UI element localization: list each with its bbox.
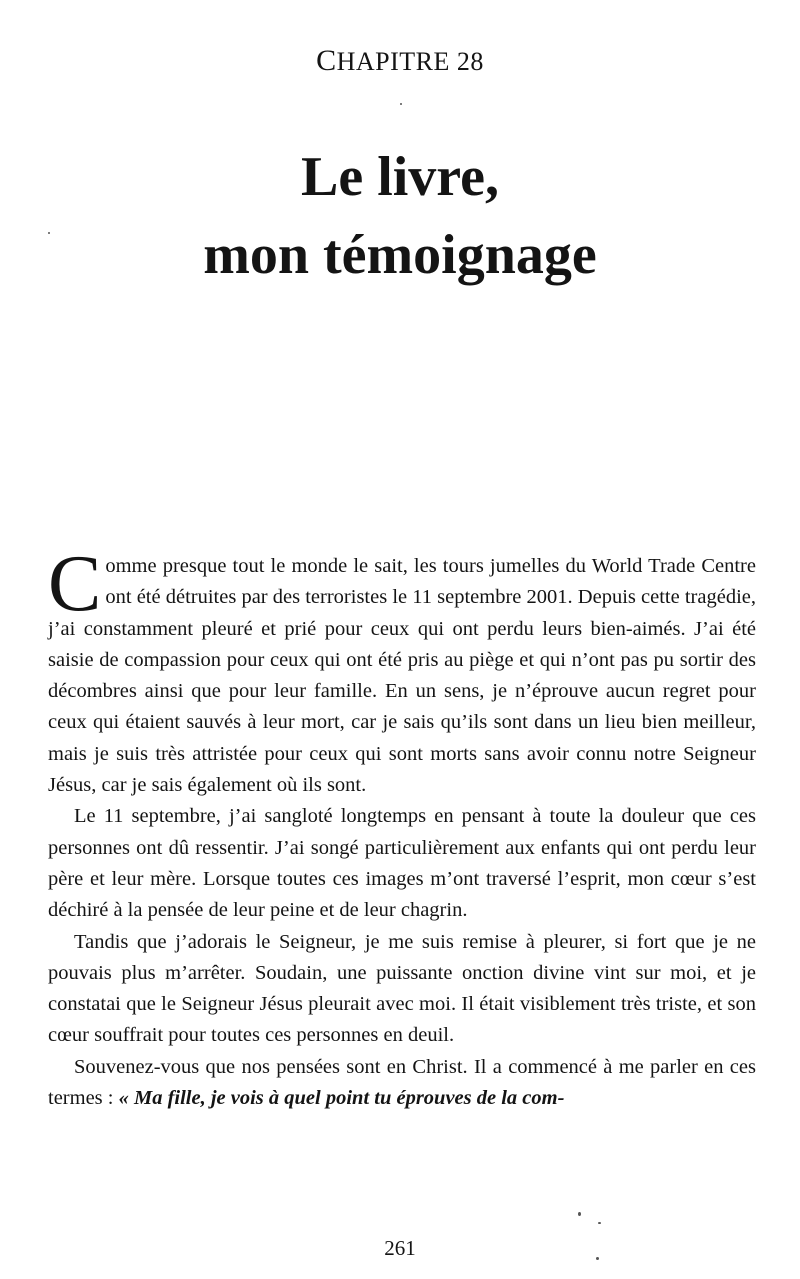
paragraph-3: Tandis que j’adorais le Seigneur, je me suis remise à pleurer, si fort que je ne pouvais plus m’arrêter. Soudain, une puissante onction divine vint sur moi, et je constatai que le Seigneur Jésus pleurait avec moi. Il était visiblement très triste, et son cœur souffrait pour toutes ces personnes en deuil. (48, 930, 756, 1047)
paragraph-1-text: omme presque tout le monde le sait, les tours jumelles du World Trade Centre ont été détruites par des terroristes le 11 septembre 2001. Depuis cette tragédie, j’ai constamment pleuré et prié pour ceux qui ont perdu leurs bien-aimés. J’ai été saisie de compassion pour ceux qui ont été pris au piège et qui n’ont pas pu sortir des décombres ainsi que pour leur famille. En un sens, je n’éprouve aucun regret pour ceux qui étaient sauvés à leur mort, car je sais qu’ils sont dans un lieu bien meilleur, mais je suis très attristée pour ceux qui sont morts sans avoir connu notre Seigneur Jésus, car je sais également où ils sont. (48, 555, 756, 797)
scan-speck (578, 1212, 581, 1216)
chapter-title-line-1: Le livre, (300, 146, 500, 208)
chapter-title-line-2: mon témoignage (203, 224, 597, 286)
paragraph-4 (48, 1052, 756, 1115)
body-text (48, 540, 756, 1114)
paragraph-4-quote: « Ma fille, je vois à quel point tu éprouves de la com- (118, 1087, 565, 1110)
paragraph-1 (48, 540, 756, 801)
chapter-label-initial: C (316, 44, 337, 77)
chapter-label (0, 44, 800, 78)
chapter-label-rest: HAPITRE (336, 47, 450, 76)
scan-speck (400, 103, 402, 105)
page-number: 261 (384, 1236, 416, 1260)
paragraph-2: Le 11 septembre, j’ai sangloté longtemps en pensant à toute la douleur que ces personnes ont dû ressentir. J’ai songé particulièrement aux enfants qui ont perdu leur père et leur mère. Lorsque toutes ces images m’ont traversé l’esprit, mon cœur s’est déchiré à la pensée de leur peine et de leur chagrin. (48, 805, 756, 922)
drop-cap: C (48, 540, 102, 628)
scan-speck (596, 1257, 599, 1260)
chapter-title (0, 138, 800, 294)
chapter-number: 28 (456, 47, 484, 76)
scan-speck (48, 232, 50, 234)
scan-speck (598, 1222, 601, 1224)
paragraph-4-text: Souvenez-vous que nos pensées sont en Christ. Il a commencé à me parler en ces termes : (48, 1055, 756, 1110)
